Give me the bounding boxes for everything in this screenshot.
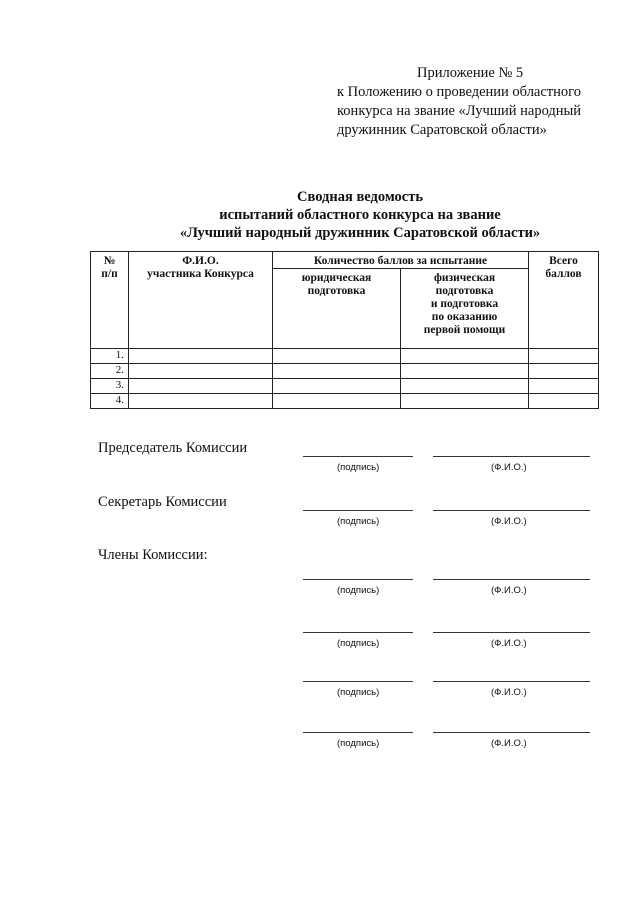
appendix-line: дружинник Саратовской области» (337, 122, 547, 138)
col-header-text: Ф.И.О. (182, 255, 219, 267)
signature-caption: (подпись) (337, 638, 380, 649)
col-header-text: подготовка (307, 285, 366, 297)
cell-legal (273, 379, 401, 394)
name-line (433, 510, 590, 511)
signature-line (303, 732, 413, 733)
appendix-line: конкурса на звание «Лучший народный (337, 103, 582, 119)
cell-total (529, 349, 599, 364)
col-header-text: первой помощи (423, 324, 506, 336)
signature-line (303, 632, 413, 633)
table-header-row (91, 252, 599, 269)
cell-name (129, 349, 273, 364)
cell-legal (273, 349, 401, 364)
col-header-text: Всего (549, 255, 578, 267)
name-line (433, 632, 590, 633)
signature-line (303, 579, 413, 580)
signature-caption: (подпись) (337, 687, 380, 698)
name-caption: (Ф.И.О.) (491, 462, 527, 473)
name-line (433, 732, 590, 733)
col-header-text: баллов (545, 268, 582, 280)
title-line: испытаний областного конкурса на звание (219, 207, 501, 223)
members-label: Члены Комиссии: (98, 547, 208, 563)
title-line: Сводная ведомость (297, 189, 423, 205)
col-header-physical (401, 269, 529, 349)
name-caption: (Ф.И.О.) (491, 516, 527, 527)
col-header-number (91, 252, 129, 349)
appendix-note (337, 64, 627, 140)
title-line: «Лучший народный дружинник Саратовской области» (179, 225, 541, 241)
row-number: 3. (91, 379, 129, 394)
name-line (433, 681, 590, 682)
row-number: 4. (91, 394, 129, 409)
col-header-text: юридическая (301, 272, 372, 284)
name-caption: (Ф.И.О.) (491, 738, 527, 749)
cell-name (129, 379, 273, 394)
chairman-label: Председатель Комиссии (98, 440, 248, 456)
col-header-total (529, 252, 599, 349)
signature-caption: (подпись) (337, 738, 380, 749)
col-header-text: № (103, 255, 116, 267)
cell-physical (401, 379, 529, 394)
table-row (91, 364, 599, 379)
signature-caption: (подпись) (337, 462, 380, 473)
name-caption: (Ф.И.О.) (491, 638, 527, 649)
cell-physical (401, 349, 529, 364)
name-line (433, 579, 590, 580)
cell-name (129, 394, 273, 409)
col-header-text: подготовка (435, 285, 494, 297)
document-title (120, 188, 600, 242)
results-table (90, 251, 599, 409)
appendix-line: к Положению о проведении областного (337, 84, 581, 100)
appendix-number: Приложение № 5 (417, 65, 524, 81)
signature-line (303, 456, 413, 457)
col-header-text: Количество баллов за испытание (313, 255, 488, 267)
signature-line (303, 681, 413, 682)
col-header-text: и подготовка (430, 298, 499, 310)
table-row (91, 349, 599, 364)
signature-caption: (подпись) (337, 516, 380, 527)
col-header-text: п/п (101, 268, 118, 280)
row-number: 2. (91, 364, 129, 379)
name-line (433, 456, 590, 457)
col-header-text: физическая (433, 272, 496, 284)
signature-caption: (подпись) (337, 585, 380, 596)
cell-physical (401, 364, 529, 379)
cell-legal (273, 364, 401, 379)
col-header-scores (273, 252, 529, 269)
name-caption: (Ф.И.О.) (491, 585, 527, 596)
cell-name (129, 364, 273, 379)
table-row (91, 394, 599, 409)
cell-total (529, 379, 599, 394)
cell-legal (273, 394, 401, 409)
signature-line (303, 510, 413, 511)
col-header-name (129, 252, 273, 349)
col-header-text: по оказанию (431, 311, 498, 323)
table-row (91, 379, 599, 394)
col-header-legal (273, 269, 401, 349)
cell-total (529, 364, 599, 379)
col-header-text: участника Конкурса (147, 268, 254, 280)
row-number: 1. (91, 349, 129, 364)
cell-physical (401, 394, 529, 409)
secretary-label: Секретарь Комиссии (98, 494, 227, 510)
name-caption: (Ф.И.О.) (491, 687, 527, 698)
cell-total (529, 394, 599, 409)
